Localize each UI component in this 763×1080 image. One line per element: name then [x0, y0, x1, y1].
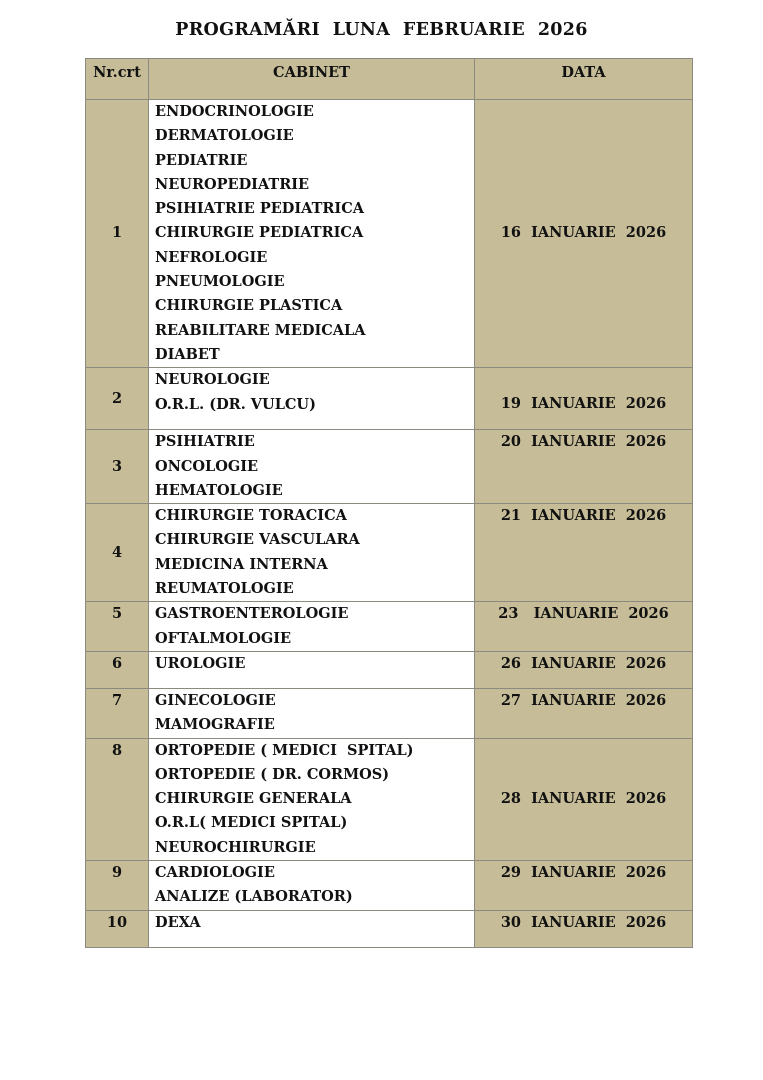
row-number: 10 [86, 911, 149, 948]
table-row [86, 688, 693, 738]
cabinet-name: DEXA [155, 914, 201, 932]
date-cell: 27 IANUARIE 2026 [475, 688, 693, 738]
header-cabinet: CABINET [149, 59, 475, 100]
cabinet-name: DERMATOLOGIE [155, 127, 294, 145]
cabinet-cell [149, 738, 475, 860]
cabinet-name: NEFROLOGIE [155, 248, 268, 266]
cabinet-name: CARDIOLOGIE [155, 864, 275, 882]
date-cell: 16 IANUARIE 2026 [475, 100, 693, 368]
table-row [86, 738, 693, 860]
row-number: 5 [86, 602, 149, 652]
cabinet-name: NEUROCHIRURGIE [155, 838, 316, 856]
header-data: DATA [475, 59, 693, 100]
date-cell: 28 IANUARIE 2026 [475, 738, 693, 860]
table-header-row [86, 59, 693, 100]
table-row [86, 504, 693, 602]
cabinet-name: CHIRURGIE GENERALA [155, 790, 352, 808]
cabinet-name: PNEUMOLOGIE [155, 273, 285, 291]
cabinet-name: ANALIZE (LABORATOR) [155, 888, 353, 906]
cabinet-cell [149, 430, 475, 504]
cabinet-name: ORTOPEDIE ( DR. CORMOS) [155, 765, 390, 783]
cabinet-cell [149, 651, 475, 688]
header-nr: Nr.crt [86, 59, 149, 100]
cabinet-name: MAMOGRAFIE [155, 716, 275, 734]
cabinet-cell [149, 911, 475, 948]
cabinet-cell [149, 861, 475, 911]
date-cell: 30 IANUARIE 2026 [475, 911, 693, 948]
table-row [86, 602, 693, 652]
row-number: 9 [86, 861, 149, 911]
cabinet-name: CHIRURGIE PLASTICA [155, 297, 343, 315]
cabinet-name: CHIRURGIE PEDIATRICA [155, 224, 364, 242]
cabinet-name: OFTALMOLOGIE [155, 629, 292, 647]
cabinet-name: UROLOGIE [155, 654, 246, 672]
table-row [86, 861, 693, 911]
cabinet-name: PSIHIATRIE [155, 433, 255, 451]
row-number: 6 [86, 651, 149, 688]
cabinet-name: MEDICINA INTERNA [155, 555, 328, 573]
cabinet-name: REABILITARE MEDICALA [155, 321, 366, 339]
cabinet-cell [149, 100, 475, 368]
table-row [86, 651, 693, 688]
cabinet-cell [149, 602, 475, 652]
row-number: 3 [86, 430, 149, 504]
cabinet-name: NEUROLOGIE [155, 371, 270, 389]
date-cell: 23 IANUARIE 2026 [475, 602, 693, 652]
schedule-table [85, 58, 693, 948]
cabinet-name: REUMATOLOGIE [155, 580, 294, 598]
table-row [86, 911, 693, 948]
cabinet-name: CHIRURGIE TORACICA [155, 507, 347, 525]
cabinet-name: CHIRURGIE VASCULARA [155, 531, 360, 549]
date-cell: 29 IANUARIE 2026 [475, 861, 693, 911]
row-number: 1 [86, 100, 149, 368]
cabinet-cell [149, 368, 475, 430]
date-cell: 20 IANUARIE 2026 [475, 430, 693, 504]
row-number: 2 [86, 368, 149, 430]
cabinet-name: DIABET [155, 345, 220, 363]
row-number: 4 [86, 504, 149, 602]
table-row [86, 100, 693, 368]
cabinet-name: O.R.L. (DR. VULCU) [155, 395, 316, 413]
row-number: 8 [86, 738, 149, 860]
cabinet-name: ENDOCRINOLOGIE [155, 103, 314, 120]
date-cell: 21 IANUARIE 2026 [475, 504, 693, 602]
cabinet-name: O.R.L( MEDICI SPITAL) [155, 814, 348, 832]
cabinet-name: PEDIATRIE [155, 151, 248, 169]
row-number: 7 [86, 688, 149, 738]
cabinet-name: ORTOPEDIE ( MEDICI SPITAL) [155, 741, 414, 759]
cabinet-name: NEUROPEDIATRIE [155, 175, 310, 193]
table-row [86, 430, 693, 504]
cabinet-name: GINECOLOGIE [155, 691, 276, 709]
table-row [86, 368, 693, 430]
cabinet-name: HEMATOLOGIE [155, 481, 283, 499]
cabinet-cell [149, 504, 475, 602]
date-cell: 19 IANUARIE 2026 [475, 368, 693, 430]
cabinet-name: ONCOLOGIE [155, 457, 259, 475]
cabinet-name: GASTROENTEROLOGIE [155, 605, 349, 623]
date-cell: 26 IANUARIE 2026 [475, 651, 693, 688]
cabinet-name: PSIHIATRIE PEDIATRICA [155, 200, 365, 218]
page-title: PROGRAMĂRI LUNA FEBRUARIE 2026 [175, 20, 588, 40]
cabinet-cell [149, 688, 475, 738]
